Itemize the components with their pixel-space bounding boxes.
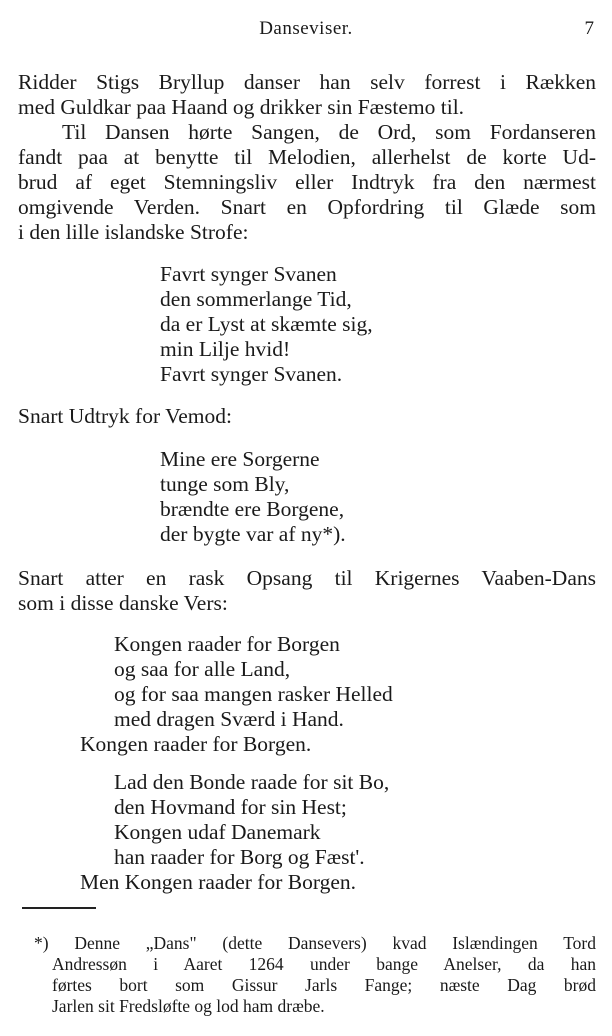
text-line: Snart Udtryk for Vemod: (18, 404, 232, 428)
verse-line: brændte ere Borgene, (160, 497, 345, 521)
footnote-line: Andressøn i Aaret 1264 under bange Anelser, da han (52, 954, 596, 974)
verse-line: Lad den Bonde raade for sit Bo, (114, 770, 390, 794)
footnote-rule (22, 907, 96, 909)
footnote-line: førtes bort som Gissur Jarls Fange; næste Dag brød (52, 975, 596, 995)
verse-line: min Lilje hvid! (160, 337, 291, 361)
text-line: med Guldkar paa Haand og drikker sin Fæstemo til. (18, 95, 465, 119)
text-line: fandt paa at benytte til Melodien, allerhelst de korte Ud- (18, 145, 596, 169)
verse-line: da er Lyst at skæmte sig, (160, 312, 373, 336)
verse-line: og for saa mangen rasker Helled (114, 682, 393, 706)
text-line: Til Dansen hørte Sangen, de Ord, som Fordanseren (62, 120, 596, 144)
verse-line: med dragen Sværd i Hand. (114, 707, 344, 731)
text-line: Snart atter en rask Opsang til Krigernes Vaaben-Dans (18, 566, 596, 590)
verse-line: Favrt synger Svanen. (160, 362, 343, 386)
verse-line: tunge som Bly, (160, 472, 290, 496)
footnote-line: *) Denne „Dans" (dette Dansevers) kvad Islændingen Tord (34, 933, 596, 953)
verse-line: der bygte var af ny*). (160, 522, 346, 546)
text-line: omgivende Verden. Snart en Opfordring til Glæde som (18, 195, 596, 219)
footnote-line: Jarlen sit Fredsløfte og lod ham dræbe. (52, 996, 325, 1016)
verse-line: han raader for Borg og Fæst'. (114, 845, 365, 869)
verse-line: Favrt synger Svanen (160, 262, 337, 286)
verse-line: Kongen raader for Borgen (114, 632, 340, 656)
verse-line: Mine ere Sorgerne (160, 447, 320, 471)
page-number: 7 (584, 18, 594, 39)
verse-line: den sommerlange Tid, (160, 287, 352, 311)
text-line: i den lille islandske Strofe: (18, 220, 249, 244)
verse-line: den Hovmand for sin Hest; (114, 795, 347, 819)
verse-refrain: Kongen raader for Borgen. (80, 732, 312, 756)
verse-refrain: Men Kongen raader for Borgen. (80, 870, 357, 894)
running-head (0, 18, 612, 42)
verse-line: og saa for alle Land, (114, 657, 291, 681)
verse-line: Kongen udaf Danemark (114, 820, 321, 844)
text-line: brud af eget Stemningsliv eller Indtryk fra den nærmest (18, 170, 596, 194)
running-title: Danseviser. (259, 18, 353, 39)
text-line: Ridder Stigs Bryllup danser han selv forrest i Rækken (18, 70, 596, 94)
text-line: som i disse danske Vers: (18, 591, 228, 615)
